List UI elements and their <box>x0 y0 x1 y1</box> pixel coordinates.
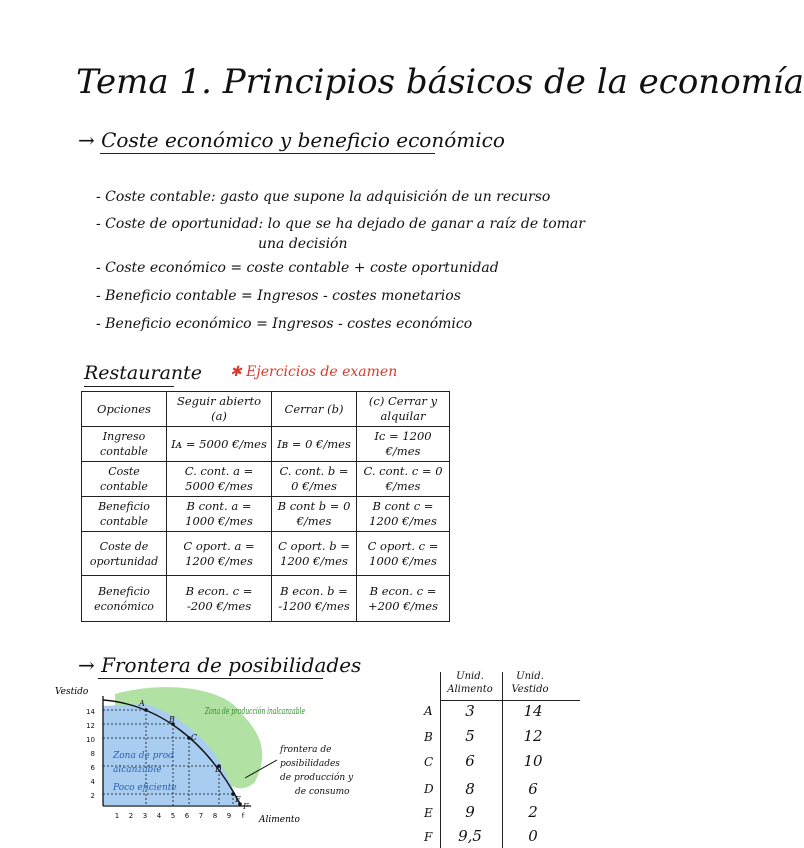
food-value: 5 <box>465 727 475 745</box>
bullet-coste-oportunidad-cont: una decisión <box>258 236 348 252</box>
x-tick: 2 <box>128 812 134 820</box>
table-cell: B econ. c = +200 €/mes <box>357 576 450 622</box>
row-label: D <box>424 782 434 796</box>
x-axis-label: Alimento <box>259 815 300 825</box>
x-tick: 4 <box>156 812 162 820</box>
y-tick: 2 <box>90 792 95 800</box>
table-cell: Iʙ = 0 €/mes <box>272 427 357 462</box>
row-label: Coste contable <box>82 462 167 497</box>
x-tick: 6 <box>184 812 190 820</box>
col-header-clothes: Unid. Vestido <box>511 671 549 695</box>
frontier-note-line: de consumo <box>295 787 350 797</box>
x-tick: 9 <box>226 812 232 820</box>
row-label: B <box>424 730 433 744</box>
row-label: Coste de oportunidad <box>82 532 167 576</box>
table-cell: B cont. a = 1000 €/mes <box>167 497 272 532</box>
x-tick: f <box>241 812 245 820</box>
clothes-value: 0 <box>528 827 538 845</box>
y-tick: 6 <box>90 764 95 772</box>
x-tick: 8 <box>212 812 218 820</box>
clothes-value: 14 <box>523 702 543 720</box>
row-label: C <box>424 755 434 769</box>
food-value: 9 <box>465 803 475 821</box>
row-label: A <box>424 704 433 718</box>
zone-reachable-label: Poco eficiente <box>113 783 177 793</box>
header-line <box>440 700 580 701</box>
table-cell: B cont b = 0 €/mes <box>272 497 357 532</box>
table-cell: Iᴀ = 5000 €/mes <box>167 427 272 462</box>
point-label: E <box>235 795 241 804</box>
frontier-note-line: posibilidades <box>280 759 340 769</box>
restaurant-table <box>81 391 450 622</box>
point-label: A <box>139 699 145 708</box>
table-header: Opciones <box>82 392 167 427</box>
frontier-note-line: de producción y <box>280 773 354 783</box>
clothes-value: 10 <box>523 752 543 770</box>
y-tick: 8 <box>90 750 95 758</box>
row-label: Ingreso contable <box>82 427 167 462</box>
table-cell: B econ. c = -200 €/mes <box>167 576 272 622</box>
food-value: 6 <box>465 752 475 770</box>
heading-underline <box>98 678 323 679</box>
zone-reachable-label: Zona de prod <box>113 751 174 761</box>
bullet-beneficio-economico: - Beneficio económico = Ingresos - costes económico <box>96 316 473 332</box>
row-label: Beneficio contable <box>82 497 167 532</box>
x-tick: 1 <box>114 812 120 820</box>
row-label: E <box>424 806 433 820</box>
point-label: D <box>215 765 222 774</box>
column-divider <box>440 672 441 848</box>
zone-unreachable-label: Zona de producción inalcanzable <box>205 707 356 717</box>
frontier-note-line: frontera de <box>280 745 332 755</box>
table-cell: C oport. c = 1000 €/mes <box>357 532 450 576</box>
restaurant-title: Restaurante <box>84 362 203 384</box>
frontier-chart <box>55 682 395 832</box>
x-tick: 7 <box>198 812 204 820</box>
y-axis-label: Vestido <box>55 687 89 697</box>
table-cell: C. cont. b = 0 €/mes <box>272 462 357 497</box>
page-title: Tema 1. Principios básicos de la economía <box>76 62 804 102</box>
table-header: (c) Cerrar y alquilar <box>357 392 450 427</box>
bullet-beneficio-contable: - Beneficio contable = Ingresos - costes monetarios <box>96 288 461 304</box>
y-tick: 14 <box>86 708 95 716</box>
restaurant-underline <box>84 386 174 387</box>
table-cell: C oport. a = 1200 €/mes <box>167 532 272 576</box>
y-tick: 10 <box>86 736 95 744</box>
bullet-coste-oportunidad: - Coste de oportunidad: lo que se ha dejado de ganar a raíz de tomar <box>96 216 585 232</box>
food-value: 9,5 <box>458 827 482 845</box>
point-label: C <box>191 733 198 742</box>
x-tick: 3 <box>142 812 148 820</box>
table-header: Seguir abierto (a) <box>167 392 272 427</box>
y-tick: 12 <box>86 722 95 730</box>
table-cell: B cont c = 1200 €/mes <box>357 497 450 532</box>
section-heading-cost: → Coste económico y beneficio económico <box>78 128 505 152</box>
row-label: Beneficio económico <box>82 576 167 622</box>
row-label: F <box>424 830 433 844</box>
col-header-food: Unid. Alimento <box>447 671 493 695</box>
zone-reachable-label: alcanzable <box>113 765 162 775</box>
table-cell: Iᴄ = 1200 €/mes <box>357 427 450 462</box>
section-heading-frontier: → Frontera de posibilidades <box>78 653 362 677</box>
food-value: 3 <box>465 702 475 720</box>
table-cell: C. cont. c = 0 €/mes <box>357 462 450 497</box>
bullet-coste-contable: - Coste contable: gasto que supone la adquisición de un recurso <box>96 189 551 205</box>
y-tick: 4 <box>90 778 95 786</box>
bullet-coste-economico: - Coste económico = coste contable + coste oportunidad <box>96 260 499 276</box>
food-value: 8 <box>465 780 475 798</box>
table-header: Cerrar (b) <box>272 392 357 427</box>
exam-note: ✱ Ejercicios de examen <box>230 364 398 380</box>
table-cell: C oport. b = 1200 €/mes <box>272 532 357 576</box>
heading-underline <box>100 153 435 154</box>
column-divider <box>502 672 503 848</box>
table-cell: B econ. b = -1200 €/mes <box>272 576 357 622</box>
point-label: B <box>169 715 175 724</box>
clothes-value: 12 <box>523 727 543 745</box>
clothes-value: 6 <box>528 780 538 798</box>
x-tick: 5 <box>170 812 176 820</box>
clothes-value: 2 <box>528 803 538 821</box>
table-cell: C. cont. a = 5000 €/mes <box>167 462 272 497</box>
point-label: F <box>243 802 249 811</box>
